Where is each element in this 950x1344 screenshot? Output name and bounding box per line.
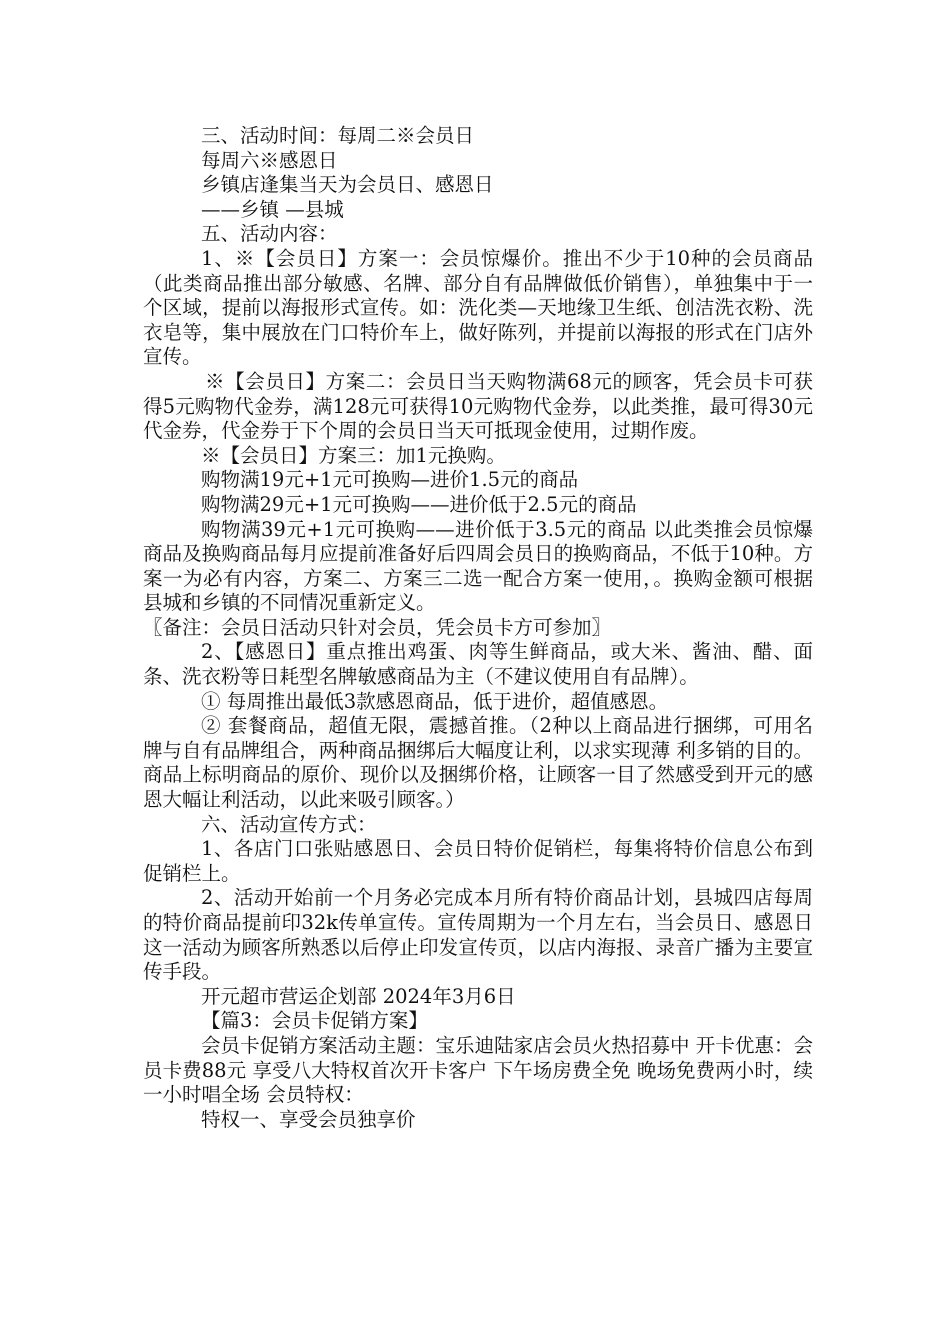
paragraph-promotion-2: 2、活动开始前一个月务必完成本月所有特价商品计划，县城四店每周的特价商品提前印32k传单宣传。宣传周期为一个月左右，当会员日、感恩日这一活动为顾客所熟悉以后停止印发宣传页，以店内海报、录音广播为主要宣传手段。 xyxy=(143,886,813,984)
section-heading-promotion: 六、活动宣传方式： xyxy=(201,812,377,836)
paragraph-thanks-item-2: ② 套餐商品，超值无限，震撼首推。（2种以上商品进行捆绑，可用名牌与自有品牌组合，两种商品捆绑后大幅度让利，以求实现薄 利多销的目的。商品上标明商品的原价、现价以及捆绑价格，让顾客一目了然感受到开元的感恩大幅让利活动，以此来吸引顾客。） xyxy=(143,714,813,812)
paragraph-member-day-plan-3: ※【会员日】方案三：加1元换购。 xyxy=(201,443,506,467)
section-heading-chapter-3: 【篇3：会员卡促销方案】 xyxy=(201,1009,428,1033)
paragraph-exchange-19: 购物满19元+1元可换购—进价1.5元的商品 xyxy=(201,468,579,492)
paragraph-note: 〖备注：会员日活动只针对会员，凭会员卡方可参加〗 xyxy=(143,615,612,639)
paragraph-member-day-plan-1: 1、※【会员日】方案一：会员惊爆价。推出不少于10种的会员商品（此类商品推出部分敏感、名牌、部分自有品牌做低价销售），单独集中于一个区域，提前以海报形式宣传。如：洗化类—天地缘卫生纸、创洁洗衣粉、洗衣皂等，集中展放在门口特价车上，做好陈列，并提前以海报的形式在门店外宣传。 xyxy=(143,246,813,369)
section-heading-activity-content: 五、活动内容： xyxy=(201,222,338,246)
paragraph-exchange-39: 购物满39元+1元可换购——进价低于3.5元的商品 以此类推会员惊爆商品及换购商品每月应提前准备好后四周会员日的换购商品，不低于10种。方案一为必有内容，方案二、方案三二选一配合方案一使用，。换购金额可根据县城和乡镇的不同情况重新定义。 xyxy=(143,517,813,615)
paragraph-thanks-item-1: ① 每周推出最低3款感恩商品，低于进价，超值感恩。 xyxy=(201,689,669,713)
paragraph-member-card-theme: 会员卡促销方案活动主题：宝乐迪陆家店会员火热招募中 开卡优惠：会员卡费88元 享受八大特权首次开卡客户 下午场房费全免 晚场免费两小时，续一小时唱全场 会员特权： xyxy=(143,1033,813,1107)
paragraph-thanks-day: 2、【感恩日】重点推出鸡蛋、肉等生鲜商品，或大米、酱油、醋、面条、洗衣粉等日耗型名牌敏感商品为主（不建议使用自有品牌）。 xyxy=(143,640,813,689)
section-heading-activity-time: 三、活动时间：每周二※会员日 xyxy=(201,124,475,147)
paragraph-promotion-1: 1、各店门口张贴感恩日、会员日特价促销栏，每集将特价信息公布到促销栏上。 xyxy=(143,837,813,885)
paragraph-signature: 开元超市营运企划部 2024年3月6日 xyxy=(201,984,516,1008)
paragraph-privilege-1: 特权一、享受会员独享价 xyxy=(201,1107,416,1131)
paragraph-township-county: ——乡镇 —县城 xyxy=(201,197,344,221)
paragraph-township: 乡镇店逢集当天为会员日、感恩日 xyxy=(201,173,494,197)
paragraph-exchange-29: 购物满29元+1元可换购——进价低于2.5元的商品 xyxy=(201,492,637,516)
paragraph-saturday: 每周六※感恩日 xyxy=(201,148,338,172)
paragraph-member-day-plan-2: ※【会员日】方案二：会员日当天购物满68元的顾客，凭会员卡可获得5元购物代金券，满128元可获得10元购物代金券，以此类推，最可得30元代金券，代金券于下个周的会员日当天可抵现金使用，过期作废。 xyxy=(143,369,813,443)
document-body xyxy=(143,124,813,1132)
